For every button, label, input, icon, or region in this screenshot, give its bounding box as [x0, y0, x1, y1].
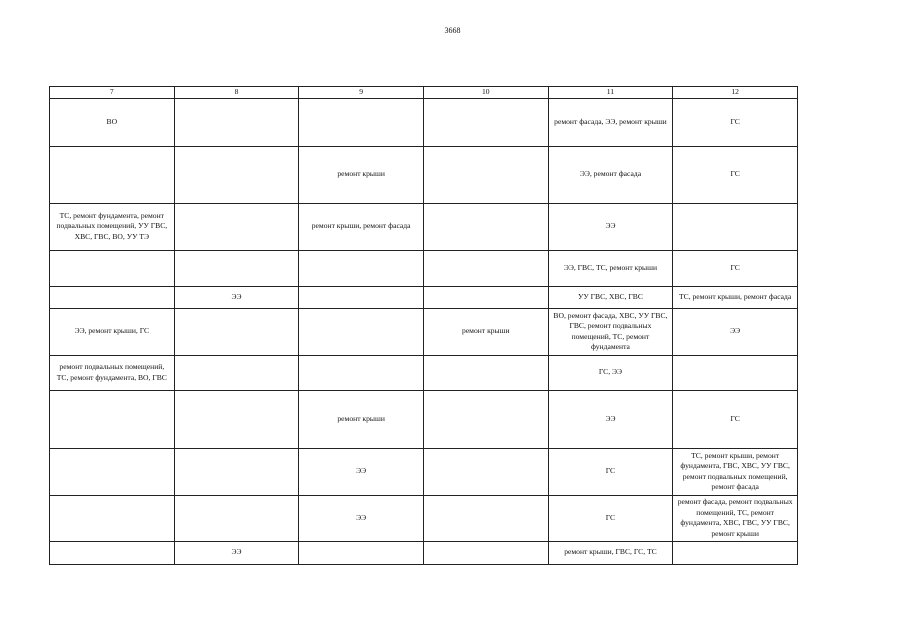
table-cell: ремонт фасада, ремонт подвальных помещений, ТС, ремонт фундамента, ХВС, ГВС, УУ ГВС, ремонт крыши	[673, 495, 798, 541]
table-cell: ТС, ремонт фундамента, ремонт подвальных помещений, УУ ГВС, ХВС, ГВС, ВО, УУ ТЭ	[50, 203, 175, 250]
table-cell	[299, 98, 424, 146]
table-cell	[299, 355, 424, 390]
table-cell: ремонт фасада, ЭЭ, ремонт крыши	[548, 98, 673, 146]
table-cell	[423, 98, 548, 146]
table-row	[50, 355, 798, 390]
table-cell	[299, 541, 424, 564]
table-cell: ГС	[673, 146, 798, 203]
header-row	[50, 87, 798, 99]
table-cell	[423, 250, 548, 286]
table-cell: ремонт крыши	[299, 146, 424, 203]
table-cell: ЭЭ	[299, 448, 424, 495]
table-cell: ТС, ремонт крыши, ремонт фундамента, ГВС, ХВС, УУ ГВС, ремонт подвальных помещений, ремонт фасада	[673, 448, 798, 495]
table-cell: ГС	[673, 250, 798, 286]
table-cell	[174, 390, 299, 448]
table-cell: ГС	[548, 495, 673, 541]
table-cell: ГС, ЭЭ	[548, 355, 673, 390]
table-cell: ГС	[673, 98, 798, 146]
table-cell	[50, 390, 175, 448]
column-header: 9	[299, 87, 424, 99]
table-row	[50, 286, 798, 308]
table-cell: ЭЭ, ремонт крыши, ГС	[50, 308, 175, 355]
table-cell	[50, 495, 175, 541]
table-cell	[174, 355, 299, 390]
table-row	[50, 448, 798, 495]
table-cell: ЭЭ, ремонт фасада	[548, 146, 673, 203]
table-cell: ТС, ремонт крыши, ремонт фасада	[673, 286, 798, 308]
data-table	[49, 86, 798, 565]
table-cell	[423, 203, 548, 250]
column-header: 7	[50, 87, 175, 99]
column-header: 8	[174, 87, 299, 99]
table-cell	[50, 448, 175, 495]
table-row	[50, 541, 798, 564]
table-cell	[174, 308, 299, 355]
table-cell	[673, 203, 798, 250]
table-row	[50, 98, 798, 146]
table-cell	[299, 308, 424, 355]
table-cell: ремонт крыши	[423, 308, 548, 355]
table-cell: ГС	[673, 390, 798, 448]
table-cell	[673, 541, 798, 564]
page-number: 3668	[444, 26, 461, 35]
table-cell	[174, 448, 299, 495]
table-cell	[174, 203, 299, 250]
table-cell: ЭЭ	[548, 390, 673, 448]
table-cell	[423, 390, 548, 448]
table-cell	[299, 286, 424, 308]
table-cell: ЭЭ	[174, 541, 299, 564]
table-cell	[423, 448, 548, 495]
table-row	[50, 495, 798, 541]
table-cell: ремонт крыши, ремонт фасада	[299, 203, 424, 250]
table-cell	[50, 541, 175, 564]
column-header: 10	[423, 87, 548, 99]
table-cell: ВО	[50, 98, 175, 146]
table-cell: ремонт подвальных помещений, ТС, ремонт фундамента, ВО, ГВС	[50, 355, 175, 390]
table-row	[50, 390, 798, 448]
table-cell	[174, 250, 299, 286]
column-header: 12	[673, 87, 798, 99]
table-cell: ЭЭ	[299, 495, 424, 541]
table-cell	[673, 355, 798, 390]
table-cell	[50, 146, 175, 203]
table-cell	[423, 146, 548, 203]
table-cell	[174, 495, 299, 541]
table-cell	[50, 286, 175, 308]
table-cell	[423, 495, 548, 541]
table-row	[50, 203, 798, 250]
table-cell: ремонт крыши, ГВС, ГС, ТС	[548, 541, 673, 564]
table-cell	[174, 98, 299, 146]
table-cell: ремонт крыши	[299, 390, 424, 448]
table-cell	[299, 250, 424, 286]
table-row	[50, 308, 798, 355]
column-header: 11	[548, 87, 673, 99]
table-cell	[50, 250, 175, 286]
table-cell: ЭЭ	[673, 308, 798, 355]
table-row	[50, 250, 798, 286]
table-cell: ГС	[548, 448, 673, 495]
table-cell	[174, 146, 299, 203]
table-cell	[423, 355, 548, 390]
table-row	[50, 146, 798, 203]
table-cell: ЭЭ	[548, 203, 673, 250]
table-cell: УУ ГВС, ХВС, ГВС	[548, 286, 673, 308]
table-cell: ЭЭ, ГВС, ТС, ремонт крыши	[548, 250, 673, 286]
table-cell	[423, 541, 548, 564]
table-cell: ВО, ремонт фасада, ХВС, УУ ГВС, ГВС, ремонт подвальных помещений, ТС, ремонт фундамента	[548, 308, 673, 355]
table-cell: ЭЭ	[174, 286, 299, 308]
table-cell	[423, 286, 548, 308]
